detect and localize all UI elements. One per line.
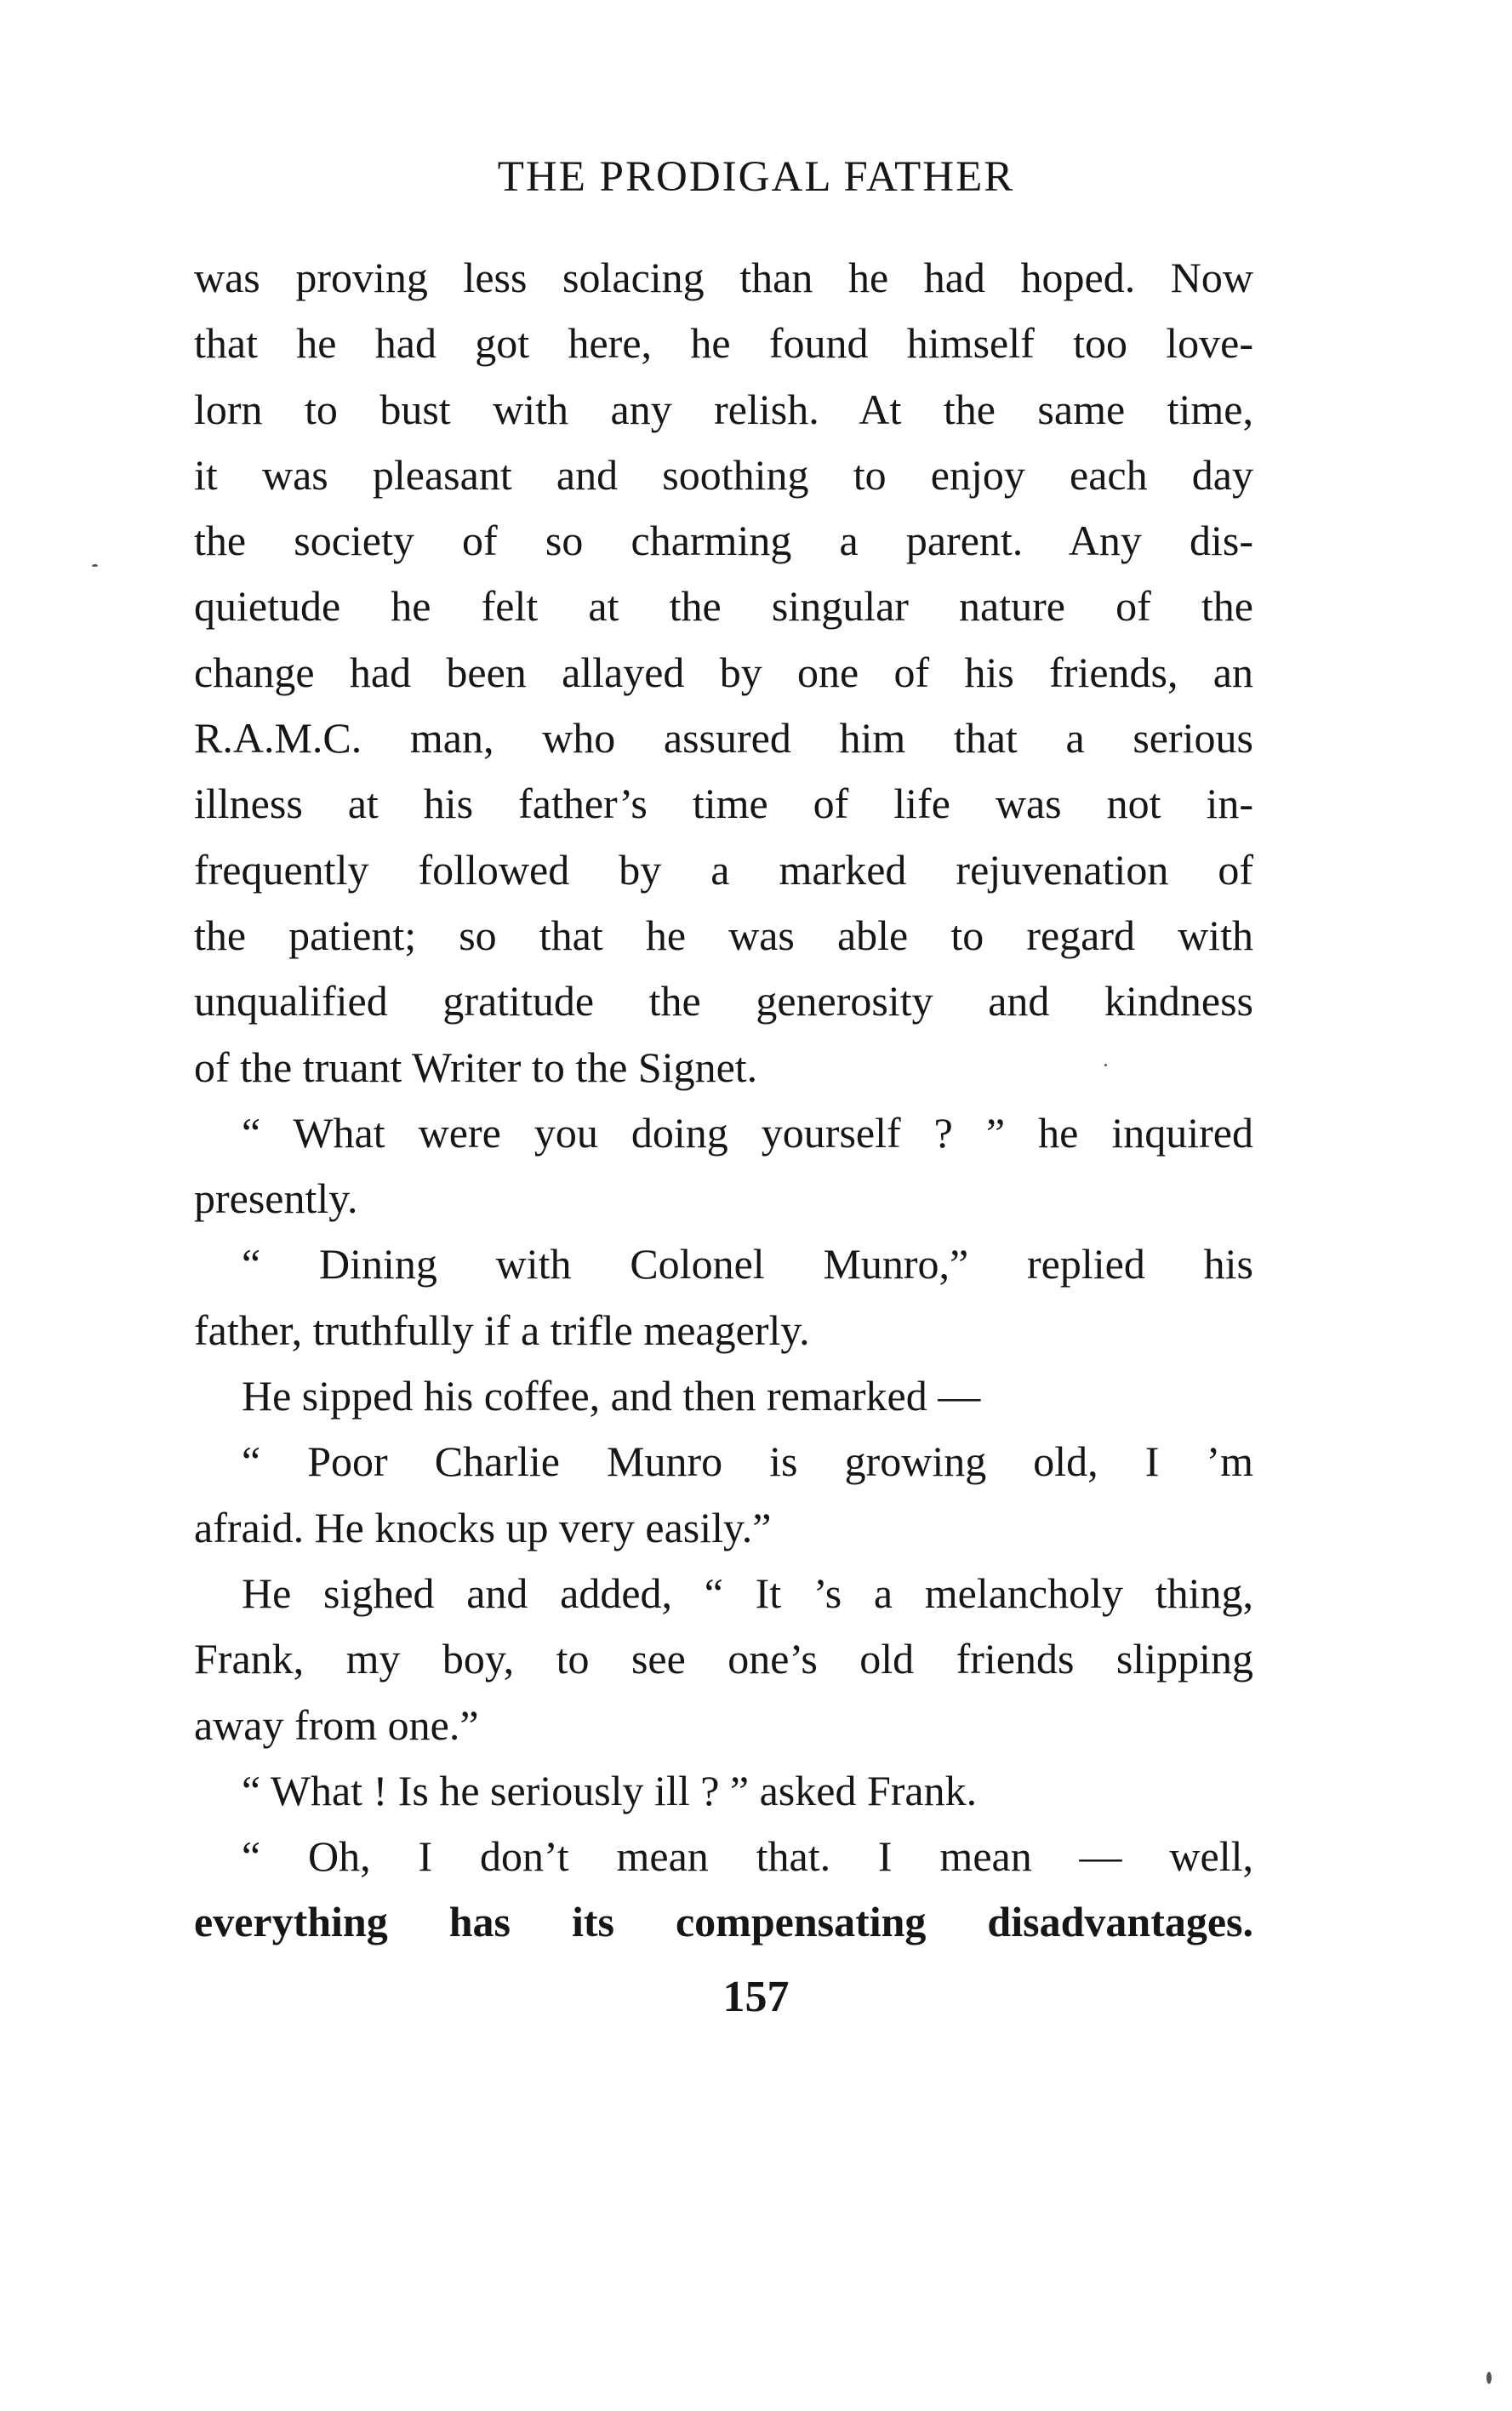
running-head: THE PRODIGAL FATHER [497, 153, 1015, 201]
page-number: 157 [722, 1973, 790, 2021]
text-line: unqualified gratitude the generosity and kindness [194, 977, 1253, 1026]
text-line: lorn to bust with any relish. At the same time, [194, 385, 1253, 433]
text-line: father, truthfully if a trifle meagerly. [194, 1305, 810, 1354]
text-line: everything has its compensating disadvantages. [194, 1898, 1253, 1946]
text-line: He sipped his coffee, and then remarked — [242, 1372, 981, 1420]
text-line: the society of so charming a parent. Any dis- [194, 517, 1253, 565]
text-line: illness at his father’s time of life was not in- [194, 780, 1253, 828]
text-line: “ Dining with Colonel Munro,” replied his [242, 1240, 1253, 1288]
print-speck [92, 564, 98, 567]
text-line: “ What ! Is he seriously ill ? ” asked Frank. [242, 1766, 978, 1814]
text-line: the patient; so that he was able to regard with [194, 911, 1253, 959]
body-text [194, 245, 1253, 1956]
text-line: frequently followed by a marked rejuvenation of [194, 845, 1253, 894]
text-line: “ Poor Charlie Munro is growing old, I ’m [242, 1437, 1253, 1486]
text-line: of the truant Writer to the Signet. [194, 1043, 758, 1091]
text-line: He sighed and added, “ It ’s a melancholy thing, [242, 1568, 1253, 1617]
text-line: away from one.” [194, 1700, 479, 1749]
text-line: “ What were you doing yourself ? ” he inquired [242, 1108, 1253, 1157]
text-line: it was pleasant and soothing to enjoy each day [194, 450, 1253, 499]
text-line: change had been allayed by one of his friends, an [194, 648, 1253, 696]
text-line: “ Oh, I don’t mean that. I mean — well, [242, 1832, 1253, 1881]
text-line: quietude he felt at the singular nature of the [194, 582, 1253, 631]
text-line: R.A.M.C. man, who assured him that a serious [194, 714, 1253, 763]
text-line: was proving less solacing than he had hoped. Now [194, 254, 1253, 301]
text-line: afraid. He knocks up very easily.” [194, 1503, 772, 1551]
text-line: that he had got here, he found himself too love- [194, 319, 1253, 368]
text-line: Frank, my boy, to see one’s old friends slipping [194, 1635, 1253, 1683]
print-speck [1486, 2372, 1492, 2384]
text-line: presently. [194, 1174, 358, 1223]
print-speck [1104, 1064, 1107, 1066]
